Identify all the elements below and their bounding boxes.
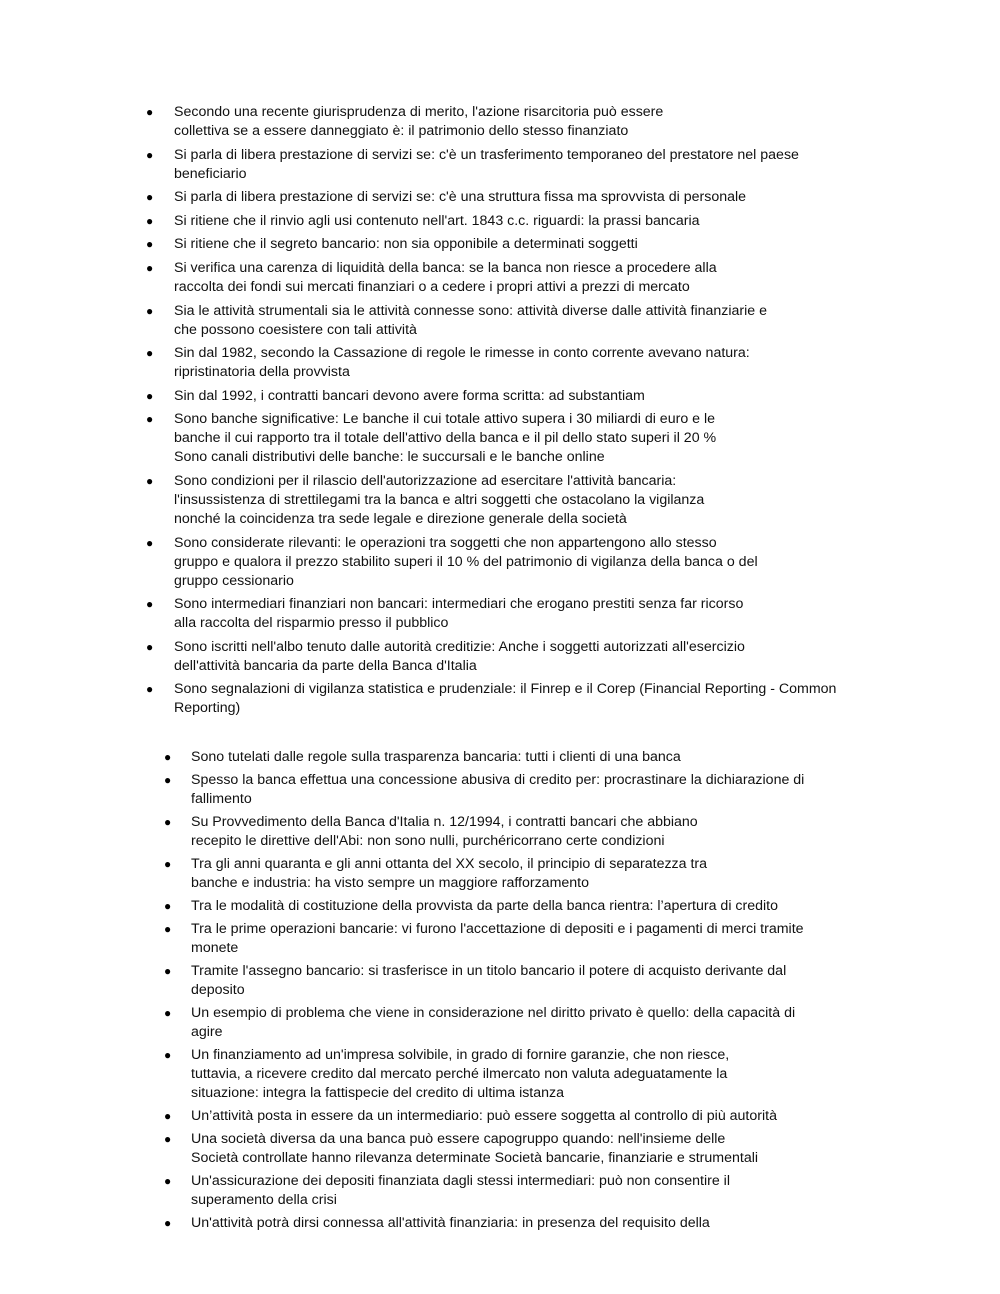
text-line: Si ritiene che il rinvio agli usi contenuto nell'art. 1843 c.c. riguardi: la prassi bancaria	[174, 212, 700, 229]
list-item	[164, 1214, 854, 1233]
bullet-icon: ●	[146, 147, 154, 162]
list-item	[164, 855, 854, 893]
text-line: recepito le direttive dell'Abi: non sono nulli, purchéricorrano certe condizioni	[191, 833, 665, 849]
text-line: Si verifica una carenza di liquidità della banca: se la banca non riesce a procedere alla	[174, 259, 717, 276]
bullet-icon: ●	[146, 213, 154, 228]
text-line: Secondo una recente giurisprudenza di merito, l'azione risarcitoria può essere	[174, 104, 664, 120]
bullet-icon: ●	[164, 964, 172, 978]
list-item-text	[191, 748, 854, 767]
bullet-icon: ●	[146, 190, 154, 205]
bullet-icon: ●	[164, 899, 172, 913]
list-item	[164, 1130, 854, 1168]
bullet-icon: ●	[164, 750, 172, 764]
list-item-text	[191, 1130, 854, 1168]
bullet-icon: ●	[146, 597, 154, 612]
list-item-text	[174, 472, 866, 529]
bullet-icon: ●	[164, 1048, 172, 1062]
list-item-text	[174, 302, 866, 340]
list-item	[146, 212, 866, 231]
text-line: fallimento	[191, 791, 252, 807]
text-line: beneficiario	[174, 165, 247, 182]
bullet-icon: ●	[164, 1216, 172, 1230]
text-line: Si parla di libera prestazione di servizi se: c'è una struttura fissa ma sprovvista di personale	[174, 189, 747, 206]
list-item	[146, 259, 866, 297]
list-item-text	[191, 813, 854, 851]
bullet-list-secondary	[164, 748, 854, 1237]
list-item	[146, 472, 866, 529]
text-line: Un esempio di problema che viene in considerazione nel diritto privato è quello: della capacità di	[191, 1005, 796, 1021]
text-line: collettiva se a essere danneggiato è: il patrimonio dello stesso finanziato	[174, 123, 629, 139]
bullet-icon: ●	[164, 815, 172, 829]
list-item	[164, 920, 854, 958]
list-item	[146, 146, 866, 184]
list-item-text	[191, 897, 854, 916]
bullet-icon: ●	[146, 303, 154, 318]
text-line: superamento della crisi	[191, 1192, 337, 1208]
list-item	[146, 302, 866, 340]
text-line: Un'assicurazione dei depositi finanziata dagli stessi intermediari: può non consentire il	[191, 1173, 730, 1189]
bullet-icon: ●	[146, 412, 154, 427]
bullet-icon: ●	[164, 1132, 172, 1146]
list-item-text	[174, 259, 866, 297]
bullet-icon: ●	[146, 237, 154, 252]
text-line: l'insussistenza di strettilegami tra la banca e altri soggetti che ostacolano la vigilanza	[174, 491, 705, 508]
bullet-icon: ●	[164, 1109, 172, 1123]
text-line: Si ritiene che il segreto bancario: non sia opponibile a determinati soggetti	[174, 236, 638, 253]
list-item-text	[174, 595, 866, 633]
list-item-text	[191, 1046, 854, 1103]
list-item-text	[174, 103, 866, 141]
list-item	[146, 638, 866, 676]
text-line: Sono canali distributivi delle banche: le succursali e le banche online	[174, 449, 605, 466]
list-item	[164, 1046, 854, 1103]
list-item	[146, 595, 866, 633]
list-item-text	[174, 638, 866, 676]
list-item	[164, 897, 854, 916]
list-item	[164, 1172, 854, 1210]
list-item	[164, 1004, 854, 1042]
list-item-text	[174, 188, 866, 207]
list-item-text	[174, 212, 866, 231]
text-line: Un finanziamento ad un'impresa solvibile, in grado di fornire garanzie, che non riesce,	[191, 1047, 730, 1063]
text-line: Spesso la banca effettua una concessione abusiva di credito per: procrastinare la dichiarazione di	[191, 772, 805, 788]
text-line: Tra gli anni quaranta e gli anni ottanta del XX secolo, il principio di separatezza tra	[191, 856, 708, 872]
text-line: Una società diversa da una banca può essere capogruppo quando: nell'insieme delle	[191, 1131, 726, 1147]
text-line: gruppo e qualora il prezzo stabilito superi il 10 % del patrimonio di vigilanza della banca o del	[174, 553, 758, 570]
list-item	[146, 387, 866, 406]
text-line: tuttavia, a ricevere credito dal mercato perché ilmercato non valuta adeguatamente la	[191, 1066, 728, 1082]
bullet-icon: ●	[164, 1174, 172, 1188]
list-item-text	[191, 1004, 854, 1042]
list-item	[164, 771, 854, 809]
bullet-icon: ●	[146, 473, 154, 488]
text-line: banche il cui rapporto tra il totale dell'attivo della banca e il pil dello stato superi il 20 %	[174, 430, 717, 447]
text-line: nonché la coincidenza tra sede legale e direzione generale della società	[174, 510, 627, 527]
text-line: banche e industria: ha visto sempre un maggiore rafforzamento	[191, 875, 589, 891]
text-line: gruppo cessionario	[174, 572, 294, 589]
text-line: Tra le prime operazioni bancarie: vi furono l'accettazione di depositi e i pagamenti di merci tramite	[191, 921, 804, 937]
text-line: Sono tutelati dalle regole sulla trasparenza bancaria: tutti i clienti di una banca	[191, 749, 681, 765]
text-line: Tra le modalità di costituzione della provvista da parte della banca rientra: l’apertura di credito	[191, 898, 778, 914]
bullet-icon: ●	[164, 773, 172, 787]
list-item-text	[174, 534, 866, 591]
list-item	[146, 344, 866, 382]
list-item	[164, 962, 854, 1000]
list-item	[164, 1107, 854, 1126]
text-line: che possono coesistere con tali attività	[174, 321, 417, 338]
text-line: agire	[191, 1024, 223, 1040]
list-item-text	[174, 680, 866, 718]
text-line: Sia le attività strumentali sia le attività connesse sono: attività diverse dalle attività finanziarie e	[174, 302, 768, 319]
list-item-text	[191, 1172, 854, 1210]
text-line: Reporting)	[174, 700, 241, 717]
text-line: Si parla di libera prestazione di servizi se: c'è un trasferimento temporaneo del prestatore nel paese	[174, 146, 799, 163]
text-line: Sin dal 1992, i contratti bancari devono avere forma scritta: ad substantiam	[174, 387, 645, 404]
list-item-text	[174, 387, 866, 406]
list-item	[146, 680, 866, 718]
text-line: Sono intermediari finanziari non bancari: intermediari che erogano prestiti senza far ricorso	[174, 596, 744, 613]
bullet-icon: ●	[164, 922, 172, 936]
bullet-icon: ●	[146, 260, 154, 275]
list-item-text	[174, 410, 866, 467]
list-item-text	[191, 771, 854, 809]
text-line: Sono segnalazioni di vigilanza statistica e prudenziale: il Finrep e il Corep (Financial Reporting - Common	[174, 681, 837, 698]
text-line: Sono iscritti nell'albo tenuto dalle autorità creditizie: Anche i soggetti autorizzati all'esercizio	[174, 638, 745, 655]
text-line: raccolta dei fondi sui mercati finanziari o a cedere i propri attivi a prezzi di mercato	[174, 278, 690, 295]
bullet-icon: ●	[146, 639, 154, 654]
text-line: Sono condizioni per il rilascio dell'autorizzazione ad esercitare l'attività bancaria:	[174, 472, 677, 489]
text-line: monete	[191, 940, 239, 956]
list-item-text	[191, 962, 854, 1000]
list-item	[146, 534, 866, 591]
text-line: Sin dal 1982, secondo la Cassazione di regole le rimesse in conto corrente avevano natura:	[174, 345, 750, 362]
list-item-text	[191, 855, 854, 893]
text-line: Un'attività potrà dirsi connessa all'attività finanziaria: in presenza del requisito della	[191, 1215, 710, 1231]
list-item	[164, 748, 854, 767]
bullet-icon: ●	[146, 682, 154, 697]
bullet-icon: ●	[146, 105, 154, 119]
text-line: dell'attività bancaria da parte della Banca d'Italia	[174, 657, 477, 674]
text-line: situazione: integra la fattispecie del credito di ultima istanza	[191, 1085, 565, 1101]
bullet-list-primary	[146, 103, 866, 723]
text-line: Sono banche significative: Le banche il cui totale attivo supera i 30 miliardi di euro e le	[174, 411, 716, 428]
text-line: ripristinatoria della provvista	[174, 364, 350, 381]
text-line: Società controllate hanno rilevanza determinate Società bancarie, finanziarie e strumentali	[191, 1150, 759, 1166]
text-line: Su Provvedimento della Banca d'Italia n. 12/1994, i contratti bancari che abbiano	[191, 814, 698, 830]
bullet-icon: ●	[164, 857, 172, 871]
list-item-text	[174, 235, 866, 254]
text-line: Sono considerate rilevanti: le operazioni tra soggetti che non appartengono allo stesso	[174, 534, 717, 551]
bullet-icon: ●	[146, 535, 154, 550]
list-item	[164, 813, 854, 851]
list-item-text	[174, 344, 866, 382]
text-line: deposito	[191, 982, 245, 998]
list-item-text	[174, 146, 866, 184]
list-item-text	[191, 1107, 854, 1126]
list-item	[146, 410, 866, 467]
bullet-icon: ●	[146, 388, 154, 403]
text-line: alla raccolta del risparmio presso il pubblico	[174, 615, 449, 632]
bullet-icon: ●	[164, 1006, 172, 1020]
text-line: Un’attività posta in essere da un intermediario: può essere soggetta al controllo di più autorità	[191, 1108, 777, 1124]
list-item	[146, 103, 866, 141]
list-item-text	[191, 920, 854, 958]
list-item-text	[191, 1214, 854, 1233]
text-line: Tramite l'assegno bancario: si trasferisce in un titolo bancario il potere di acquisto derivante dal	[191, 963, 787, 979]
list-item	[146, 235, 866, 254]
bullet-icon: ●	[146, 346, 154, 361]
list-item	[146, 188, 866, 207]
